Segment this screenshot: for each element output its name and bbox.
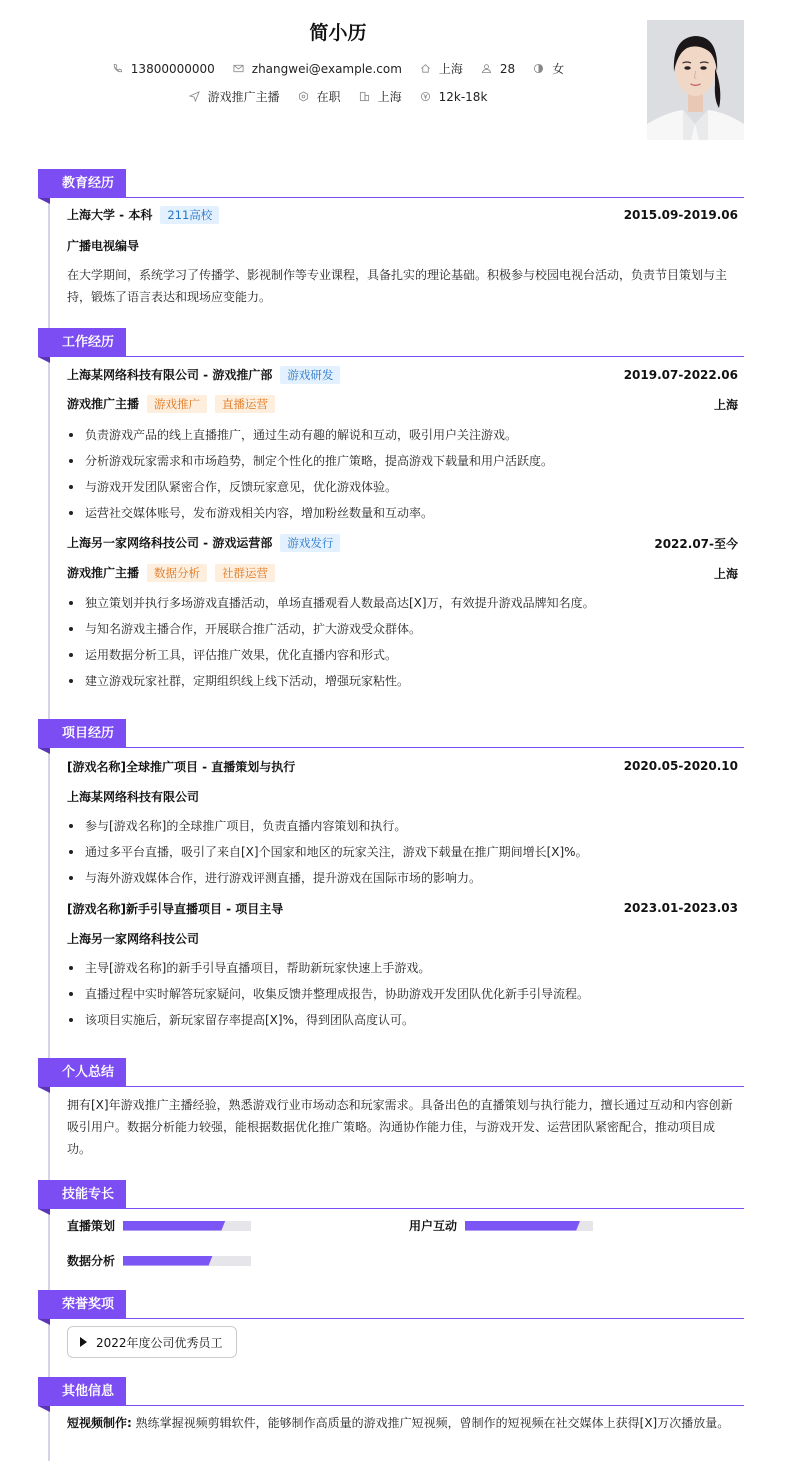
job-date: 2022.07-至今 xyxy=(654,536,738,551)
building-icon xyxy=(359,91,370,102)
money-icon xyxy=(420,91,431,102)
email-item xyxy=(233,62,402,76)
honors-section-header xyxy=(38,1290,744,1320)
section-divider xyxy=(38,1405,744,1406)
location-item xyxy=(420,60,463,77)
work-section-header xyxy=(38,328,744,358)
skill-item xyxy=(67,1217,251,1234)
email-text: zhangwei@example.com xyxy=(251,61,402,76)
list-item: 与海外游戏媒体合作，进行游戏评测直播，提升游戏在国际市场的影响力。 xyxy=(67,865,743,891)
project-company-row xyxy=(67,929,738,947)
skill-item xyxy=(67,1252,251,1269)
contact-row xyxy=(0,60,676,77)
location-text: 上海 xyxy=(438,62,463,76)
summary-line: 功。 xyxy=(67,1142,92,1156)
company-name: 上海某网络科技有限公司 - 游戏推广部 xyxy=(67,368,273,382)
list-item: 分析游戏玩家需求和市场趋势，制定个性化的推广策略，提高游戏下载量和用户活跃度。 xyxy=(67,448,743,474)
company-name: 上海另一家网络科技公司 - 游戏运营部 xyxy=(67,536,273,550)
gender-icon xyxy=(533,63,544,74)
job-city: 上海 xyxy=(713,566,738,581)
job-head xyxy=(67,366,738,384)
role-tag: 社群运营 xyxy=(215,564,275,582)
section-divider xyxy=(38,1208,744,1209)
home-icon xyxy=(420,63,431,74)
award-badge xyxy=(67,1326,237,1358)
mail-icon xyxy=(233,63,244,74)
section-divider xyxy=(38,747,744,748)
play-icon xyxy=(80,1337,87,1347)
list-item: 通过多平台直播，吸引了来自[X]个国家和地区的玩家关注，游戏下载量在推广期间增长[X]%。 xyxy=(67,839,743,865)
gender-text: 女 xyxy=(552,62,565,76)
skills-section-header xyxy=(38,1180,744,1210)
skill-name: 用户互动 xyxy=(409,1219,458,1233)
education-entry-head xyxy=(67,206,738,224)
position-text: 游戏推广主播 xyxy=(207,90,280,104)
section-title: 荣誉奖项 xyxy=(38,1290,126,1319)
job-bullets xyxy=(67,422,743,526)
education-desc: 在大学期间，系统学习了传播学、影视制作等专业课程，具备扎实的理论基础。积极参与校园电视台活动，负责节目策划与主持，锻炼了语言表达和现场应变能力。 xyxy=(67,268,728,304)
age-text: 28 xyxy=(499,61,516,76)
job-role-row xyxy=(67,395,738,413)
section-divider xyxy=(38,197,744,198)
resume-header xyxy=(0,0,794,150)
list-item: 独立策划并执行多场游戏直播活动，单场直播观看人数最高达[X]万，有效提升游戏品牌知名度。 xyxy=(67,590,743,616)
skill-name: 数据分析 xyxy=(67,1254,116,1268)
section-divider xyxy=(38,1318,744,1319)
summary-line: 吸引用户。数据分析能力较强，能根据数据优化推广策略。沟通协作能力佳，与游戏开发、运营团队紧密配合，推动项目成 xyxy=(67,1120,716,1134)
position-item xyxy=(189,88,280,105)
skill-bar xyxy=(123,1221,251,1231)
status-item xyxy=(298,88,341,105)
list-item: 参与[游戏名称]的全球推广项目，负责直播内容策划和执行。 xyxy=(67,813,743,839)
project-company: 上海某网络科技有限公司 xyxy=(67,789,200,804)
project-head xyxy=(67,757,738,775)
job-city: 上海 xyxy=(713,397,738,412)
avatar xyxy=(647,20,744,140)
project-name: [游戏名称]全球推广项目 - 直播策划与执行 xyxy=(67,759,296,774)
phone-item xyxy=(112,62,215,76)
section-title: 教育经历 xyxy=(38,169,126,198)
skill-bar-fill xyxy=(123,1256,213,1266)
salary-text: 12k-18k xyxy=(438,89,488,104)
candidate-name: 简小历 xyxy=(309,22,367,44)
skill-bar-fill xyxy=(123,1221,225,1231)
other-label: 短视频制作: xyxy=(67,1416,132,1430)
project-company: 上海另一家网络科技公司 xyxy=(67,931,200,946)
industry-tag: 游戏发行 xyxy=(280,534,340,552)
skill-item xyxy=(409,1217,593,1234)
gender-item xyxy=(533,60,564,77)
list-item: 与知名游戏主播合作，开展联合推广活动，扩大游戏受众群体。 xyxy=(67,616,743,642)
section-divider xyxy=(38,356,744,357)
job-role-row xyxy=(67,564,738,582)
age-item xyxy=(481,62,515,76)
section-title: 技能专长 xyxy=(38,1180,126,1209)
timeline-line xyxy=(48,198,50,1461)
list-item: 直播过程中实时解答玩家疑问，收集反馈并整理成报告，协助游戏开发团队优化新手引导流程。 xyxy=(67,981,743,1007)
section-title: 其他信息 xyxy=(38,1377,126,1406)
list-item: 运用数据分析工具，评估推广效果，优化直播内容和形式。 xyxy=(67,642,743,668)
skill-bar xyxy=(465,1221,593,1231)
list-item: 主导[游戏名称]的新手引导直播项目，帮助新玩家快速上手游戏。 xyxy=(67,955,743,981)
project-head xyxy=(67,899,738,917)
list-item: 与游戏开发团队紧密合作，反馈玩家意见，优化游戏体验。 xyxy=(67,474,743,500)
role-tag: 直播运营 xyxy=(215,395,275,413)
school-name: 上海大学 - 本科 xyxy=(67,208,153,222)
skill-bar xyxy=(123,1256,251,1266)
city-text: 上海 xyxy=(377,90,402,104)
other-text: 熟练掌握视频剪辑软件，能够制作高质量的游戏推广短视频，曾制作的短视频在社交媒体上获得[X]万次播放量。 xyxy=(135,1416,730,1430)
status-text: 在职 xyxy=(316,90,341,104)
summary-line: 拥有[X]年游戏推广主播经验，熟悉游戏行业市场动态和玩家需求。具备出色的直播策划与执行能力，擅长通过互动和内容创新 xyxy=(67,1098,733,1112)
list-item: 运营社交媒体账号，发布游戏相关内容，增加粉丝数量和互动率。 xyxy=(67,500,743,526)
job-date: 2019.07-2022.06 xyxy=(623,368,738,382)
major: 广播电视编导 xyxy=(67,238,140,253)
role-name: 游戏推广主播 xyxy=(67,566,140,580)
section-title: 工作经历 xyxy=(38,328,126,357)
skill-bar-fill xyxy=(465,1221,580,1231)
project-company-row xyxy=(67,787,738,805)
send-icon xyxy=(189,91,200,102)
list-item: 该项目实施后，新玩家留存率提高[X]%，得到团队高度认可。 xyxy=(67,1007,743,1033)
section-title: 项目经历 xyxy=(38,719,126,748)
project-name: [游戏名称]新手引导直播项目 - 项目主导 xyxy=(67,901,284,916)
list-item: 负责游戏产品的线上直播推广，通过生动有趣的解说和互动，吸引用户关注游戏。 xyxy=(67,422,743,448)
phone-text: 13800000000 xyxy=(130,61,215,76)
phone-icon xyxy=(112,63,123,74)
skill-name: 直播策划 xyxy=(67,1219,116,1233)
other-section-header xyxy=(38,1377,744,1407)
user-icon xyxy=(481,63,492,74)
project-date: 2020.05-2020.10 xyxy=(623,759,738,773)
list-item: 建立游戏玩家社群，定期组织线上线下活动，增强玩家粘性。 xyxy=(67,668,743,694)
section-title: 个人总结 xyxy=(38,1058,126,1087)
job-head xyxy=(67,534,738,552)
section-divider xyxy=(38,1086,744,1087)
hexagon-icon xyxy=(298,91,309,102)
role-tag: 数据分析 xyxy=(147,564,207,582)
project-bullets xyxy=(67,813,743,891)
role-tag: 游戏推广 xyxy=(147,395,207,413)
job-bullets xyxy=(67,590,743,694)
city-item xyxy=(359,88,402,105)
projects-section-header xyxy=(38,719,744,749)
project-date: 2023.01-2023.03 xyxy=(623,901,738,915)
project-bullets xyxy=(67,955,743,1033)
industry-tag: 游戏研发 xyxy=(280,366,340,384)
role-name: 游戏推广主播 xyxy=(67,397,140,411)
education-section-header xyxy=(38,169,744,199)
summary-text xyxy=(67,1094,743,1160)
education-date: 2015.09-2019.06 xyxy=(623,208,738,222)
job-intent-row xyxy=(0,88,676,105)
salary-item xyxy=(420,90,488,104)
summary-section-header xyxy=(38,1058,744,1088)
education-major-row xyxy=(67,236,738,254)
award-text: 2022年度公司优秀员工 xyxy=(96,1335,223,1350)
school-tag: 211高校 xyxy=(160,206,219,224)
other-info xyxy=(67,1412,743,1434)
